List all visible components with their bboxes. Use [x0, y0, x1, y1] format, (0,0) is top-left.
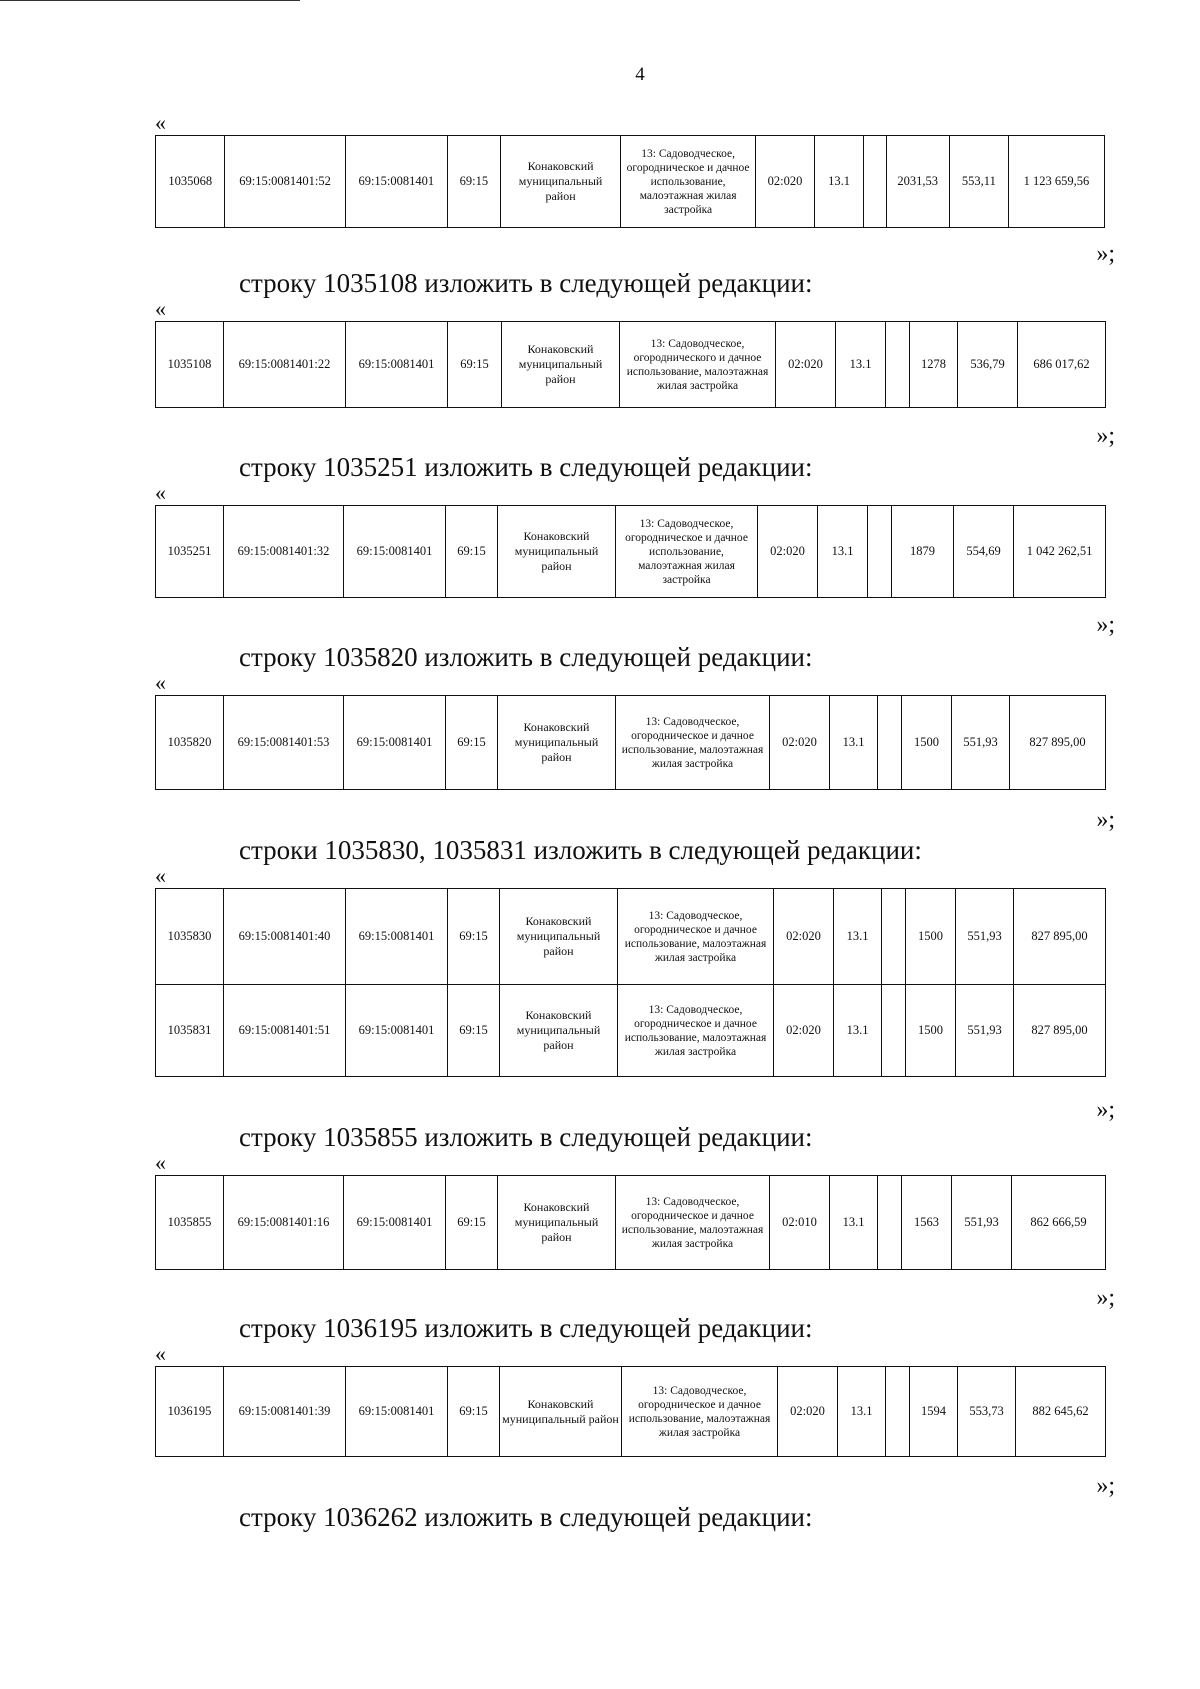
close-quote: »;: [1096, 423, 1115, 449]
area: 1594: [910, 1367, 958, 1457]
page-number: 4: [635, 64, 645, 85]
open-quote: «: [155, 1150, 166, 1175]
municipality: Конаковский муниципальный район: [502, 322, 620, 408]
specific-value: 536,79: [958, 322, 1018, 408]
block-heading: строку 1035251 изложить в следующей редакции:: [239, 452, 813, 482]
cadastral-block: 69:15:0081401: [346, 1367, 448, 1457]
cadastral-number: 69:15:0081401:16: [224, 1176, 344, 1270]
row-number: 1035108: [156, 322, 224, 408]
municipality: Конаковский муниципальный район: [500, 136, 620, 228]
record-table: [155, 695, 1106, 790]
record-table: [155, 505, 1106, 598]
zone-code: 02:020: [755, 136, 814, 228]
cadastral-district: 69:15: [446, 506, 498, 598]
close-quote: »;: [1096, 1473, 1115, 1499]
record-block: [155, 1313, 1115, 1499]
table-row: [156, 1176, 1106, 1270]
cadastral-block: 69:15:0081401: [344, 696, 446, 790]
cadastral-district: 69:15: [446, 1176, 498, 1270]
cadastral-block: 69:15:0081401: [346, 889, 448, 985]
municipality: Конаковский муниципальный район: [498, 506, 616, 598]
permitted-use: 13: Садоводческое, огородническое и дачное использование, малоэтажная жилая застройка: [622, 1367, 778, 1457]
cadastral-number: 69:15:0081401:52: [225, 136, 345, 228]
block-heading: строку 1035820 изложить в следующей редакции:: [239, 642, 813, 672]
specific-value: 553,73: [958, 1367, 1016, 1457]
specific-value: 551,93: [956, 985, 1014, 1077]
cadastral-value: 1 123 659,56: [1008, 136, 1104, 228]
row-number: 1035831: [156, 985, 224, 1077]
table-row: [156, 322, 1106, 408]
zone-code: 02:020: [776, 322, 836, 408]
empty-cell: [868, 506, 892, 598]
cadastral-value: 827 895,00: [1010, 696, 1106, 790]
cadastral-number: 69:15:0081401:51: [224, 985, 346, 1077]
record-block: [155, 835, 1115, 1123]
permitted-use: 13: Садоводческое, огороднического и дачное использование, малоэтажная жилая застройка: [620, 322, 776, 408]
block-heading: строку 1035855 изложить в следующей редакции:: [239, 1122, 813, 1152]
block-heading: строку 1036262 изложить в следующей редакции:: [239, 1502, 813, 1532]
table-row: [156, 889, 1106, 985]
zone-code: 02:010: [770, 1176, 830, 1270]
cadastral-value: 862 666,59: [1012, 1176, 1106, 1270]
table-row: [156, 696, 1106, 790]
cadastral-district: 69:15: [448, 1367, 500, 1457]
record-block: [155, 1122, 1115, 1311]
zone-code: 02:020: [778, 1367, 838, 1457]
open-quote: «: [155, 480, 166, 505]
cadastral-value: 827 895,00: [1014, 985, 1106, 1077]
cadastral-block: 69:15:0081401: [346, 322, 448, 408]
record-table: [155, 1175, 1106, 1270]
specific-value: 554,69: [954, 506, 1014, 598]
cadastral-value: 827 895,00: [1014, 889, 1106, 985]
table-row: [156, 506, 1106, 598]
close-quote: »;: [1096, 612, 1115, 638]
cadastral-district: 69:15: [446, 696, 498, 790]
permitted-use: 13: Садоводческое, огородническое и дачное использование, малоэтажная жилая застройка: [616, 1176, 770, 1270]
cadastral-block: 69:15:0081401: [344, 506, 446, 598]
area: 1278: [910, 322, 958, 408]
cadastral-value: 882 645,62: [1016, 1367, 1106, 1457]
cadastral-value: 686 017,62: [1018, 322, 1106, 408]
municipality: Конаковский муниципальный район: [500, 889, 618, 985]
empty-cell: [886, 1367, 910, 1457]
cadastral-value: 1 042 262,51: [1014, 506, 1106, 598]
zone-code: 02:020: [774, 889, 834, 985]
open-quote: «: [155, 296, 166, 321]
cadastral-block: 69:15:0081401: [344, 1176, 446, 1270]
empty-cell: [878, 696, 902, 790]
empty-cell: [878, 1176, 902, 1270]
block-heading: строку 1035108 изложить в следующей редакции:: [239, 268, 813, 298]
close-quote: »;: [1096, 807, 1115, 833]
municipality: Конаковский муниципальный район: [500, 1367, 622, 1457]
group-code: 13.1: [834, 889, 882, 985]
cadastral-district: 69:15: [447, 136, 500, 228]
permitted-use: 13: Садоводческое, огородническое и дачное использование, малоэтажная жилая застройка: [618, 889, 774, 985]
block-heading: строку 1036195 изложить в следующей редакции:: [239, 1313, 813, 1343]
record-block: [155, 268, 1115, 449]
area: 2031,53: [886, 136, 949, 228]
area: 1500: [906, 889, 956, 985]
record-table: [155, 321, 1106, 408]
table-row: [156, 985, 1106, 1077]
municipality: Конаковский муниципальный район: [498, 1176, 616, 1270]
row-number: 1036195: [156, 1367, 224, 1457]
open-quote: «: [155, 1341, 166, 1366]
area: 1500: [906, 985, 956, 1077]
area: 1879: [892, 506, 954, 598]
cadastral-number: 69:15:0081401:40: [224, 889, 346, 985]
group-code: 13.1: [834, 985, 882, 1077]
open-quote: «: [155, 670, 166, 695]
specific-value: 551,93: [956, 889, 1014, 985]
record-block: [155, 1502, 1105, 1533]
group-code: 13.1: [838, 1367, 886, 1457]
cadastral-number: 69:15:0081401:32: [224, 506, 344, 598]
permitted-use: 13: Садоводческое, огородническое и дачное использование, малоэтажная жилая застройка: [618, 985, 774, 1077]
record-block: [155, 110, 1115, 267]
record-block: [155, 452, 1115, 638]
group-code: 13.1: [818, 506, 868, 598]
cadastral-number: 69:15:0081401:53: [224, 696, 344, 790]
record-table: [155, 135, 1105, 228]
cadastral-block: 69:15:0081401: [346, 985, 448, 1077]
row-number: 1035855: [156, 1176, 224, 1270]
area: 1563: [902, 1176, 952, 1270]
close-quote: »;: [1096, 241, 1115, 267]
cadastral-district: 69:15: [448, 889, 500, 985]
record-block: [155, 642, 1115, 833]
empty-cell: [864, 136, 886, 228]
record-table: [155, 1366, 1106, 1457]
area: 1500: [902, 696, 952, 790]
open-quote: «: [155, 110, 166, 135]
zone-code: 02:020: [770, 696, 830, 790]
group-code: 13.1: [815, 136, 864, 228]
table-row: [156, 136, 1105, 228]
group-code: 13.1: [830, 1176, 878, 1270]
group-code: 13.1: [830, 696, 878, 790]
row-number: 1035830: [156, 889, 224, 985]
cadastral-number: 69:15:0081401:39: [224, 1367, 346, 1457]
close-quote: »;: [1096, 1285, 1115, 1311]
table-row: [156, 1367, 1106, 1457]
cadastral-block: 69:15:0081401: [345, 136, 447, 228]
cadastral-district: 69:15: [448, 322, 502, 408]
municipality: Конаковский муниципальный район: [500, 985, 618, 1077]
zone-code: 02:020: [774, 985, 834, 1077]
empty-cell: [886, 322, 910, 408]
row-number: 1035068: [156, 136, 225, 228]
specific-value: 551,93: [952, 696, 1010, 790]
permitted-use: 13: Садоводческое, огородническое и дачное использование, малоэтажная жилая застройка: [616, 506, 758, 598]
specific-value: 553,11: [949, 136, 1008, 228]
empty-cell: [882, 889, 906, 985]
permitted-use: 13: Садоводческое, огородническое и дачное использование, малоэтажная жилая застройка: [616, 696, 770, 790]
row-number: 1035820: [156, 696, 224, 790]
block-heading: строки 1035830, 1035831 изложить в следующей редакции:: [239, 835, 922, 865]
open-quote: «: [155, 863, 166, 888]
zone-code: 02:020: [758, 506, 818, 598]
specific-value: 551,93: [952, 1176, 1012, 1270]
record-table: [155, 888, 1106, 1077]
permitted-use: 13: Садоводческое, огородническое и дачное использование, малоэтажная жилая застройка: [621, 136, 756, 228]
close-quote: »;: [1096, 1097, 1115, 1123]
top-rule: [0, 0, 300, 1]
group-code: 13.1: [836, 322, 886, 408]
empty-cell: [882, 985, 906, 1077]
cadastral-district: 69:15: [448, 985, 500, 1077]
cadastral-number: 69:15:0081401:22: [224, 322, 346, 408]
municipality: Конаковский муниципальный район: [498, 696, 616, 790]
row-number: 1035251: [156, 506, 224, 598]
